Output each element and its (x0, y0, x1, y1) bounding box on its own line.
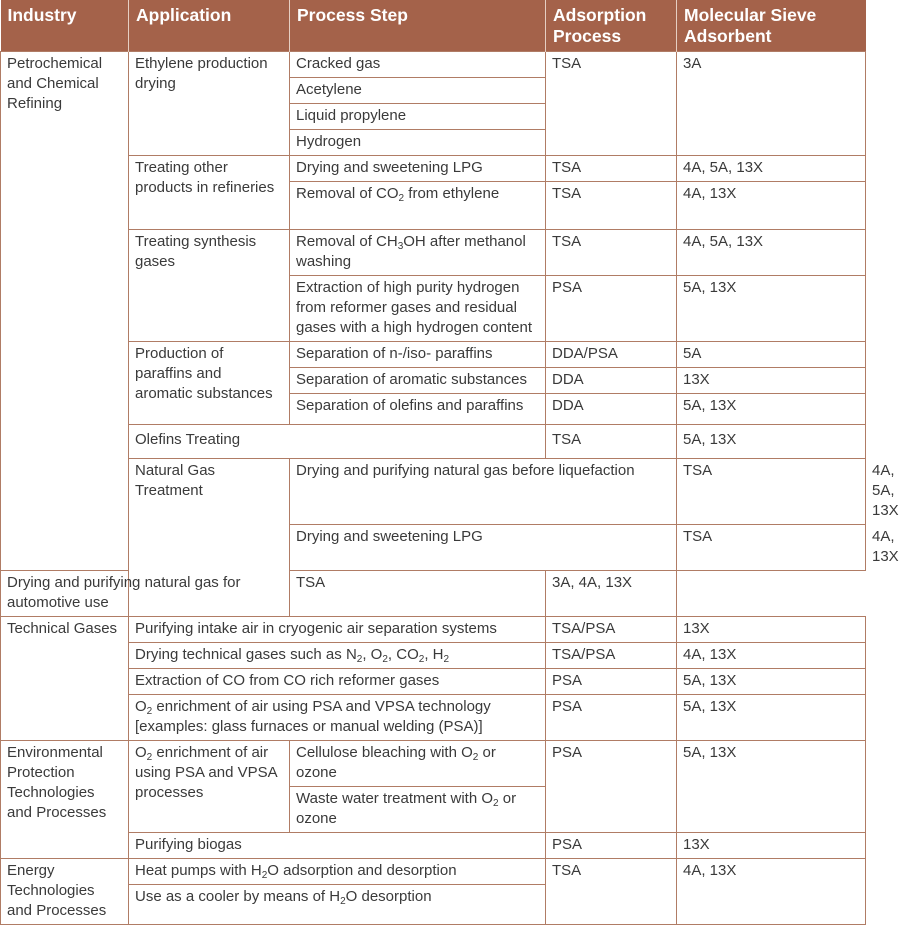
sieve-cell: 5A, 13X (677, 695, 866, 741)
adsorption-cell: TSA (546, 182, 677, 230)
text-part: or ozone (296, 744, 496, 781)
adsorption-cell: TSA/PSA (546, 617, 677, 643)
application-cell: Treating synthesis gases (129, 230, 290, 342)
adsorption-cell: PSA (546, 695, 677, 741)
header-row (1, 0, 866, 52)
table-row (1, 425, 866, 459)
process-step-cell (290, 182, 546, 230)
process-step-cell: Separation of n-/iso- paraffins (290, 342, 546, 368)
header-process-step: Process Step (290, 0, 546, 52)
sieve-cell: 13X (677, 368, 866, 394)
table-row (1, 156, 866, 182)
sieve-cell: 5A, 13X (677, 394, 866, 425)
table-row (1, 669, 866, 695)
application-cell: Purifying biogas (129, 833, 546, 859)
subscript: 2 (261, 870, 268, 881)
text-part: enrichment of air using PSA and VPSA technology [examples: glass furnaces or manual welding (PSA)] (135, 698, 491, 735)
industry-cell: Petrochemical and Chemical Refining (1, 52, 129, 571)
adsorption-cell: PSA (546, 741, 677, 833)
industry-cell: Environmental Protection Technologies and Processes (1, 741, 129, 859)
adsorption-cell: DDA (546, 394, 677, 425)
adsorption-cell: PSA (546, 276, 677, 342)
text-part: Cellulose bleaching with O (296, 744, 473, 761)
subscript: 2 (356, 654, 363, 665)
text-part: OH after methanol washing (296, 233, 526, 270)
application-cell (129, 643, 546, 669)
table-row (1, 859, 866, 885)
industry-cell: Energy Technologies and Processes (1, 859, 129, 925)
process-step-cell: Cracked gas (290, 52, 546, 78)
adsorption-cell: TSA/PSA (546, 643, 677, 669)
text-part: , O (362, 646, 383, 663)
text-part: Heat pumps with H (135, 862, 262, 879)
table-row (1, 695, 866, 741)
application-cell (129, 885, 546, 925)
process-step-cell (290, 787, 546, 833)
process-step-cell: Acetylene (290, 78, 546, 104)
table-row: Natural Gas Treatment Drying and purifying natural gas before liquefaction TSA 4A, 5A, 13X (1, 459, 866, 525)
table-row (1, 617, 866, 643)
process-step-cell: Hydrogen (290, 130, 546, 156)
subscript: 2 (146, 706, 153, 717)
sieve-cell: 5A, 13X (677, 741, 866, 833)
sieve-cell: 4A, 13X (677, 859, 866, 925)
application-cell: Purifying intake air in cryogenic air separation systems (129, 617, 546, 643)
adsorption-cell: PSA (546, 833, 677, 859)
industry-cell: Technical Gases (1, 617, 129, 741)
text-part: Waste water treatment with O (296, 790, 494, 807)
adsorption-cell: PSA (546, 669, 677, 695)
adsorption-cell: TSA (546, 859, 677, 925)
process-step-cell (290, 741, 546, 787)
table-row (1, 52, 866, 78)
sieve-cell: 3A, 4A, 13X (546, 571, 677, 617)
text-part: Removal of CO (296, 185, 399, 202)
table-row (1, 643, 866, 669)
sieve-cell: 5A, 13X (677, 276, 866, 342)
subscript: 2 (472, 752, 479, 763)
application-cell: Drying and purifying natural gas before liquefaction (290, 459, 677, 525)
text-part: O (135, 744, 147, 761)
adsorption-cell: TSA (677, 525, 866, 571)
adsorption-cell: TSA (546, 425, 677, 459)
text-part: Use as a cooler by means of H (135, 888, 341, 905)
industry-cell: Natural Gas Treatment (129, 459, 290, 617)
header-industry: Industry (1, 0, 129, 52)
subscript: 2 (146, 752, 153, 763)
subscript: 2 (443, 654, 450, 665)
subscript: 3 (397, 241, 404, 252)
text-part: or ozone (296, 790, 517, 827)
sieve-cell: 5A, 13X (677, 425, 866, 459)
adsorption-cell: DDA (546, 368, 677, 394)
sieve-cell: 5A (677, 342, 866, 368)
text-part: Removal of CH (296, 233, 398, 250)
process-step-cell (290, 230, 546, 276)
subscript: 2 (382, 654, 388, 665)
sieve-cell: 13X (677, 833, 866, 859)
process-step-cell: Separation of aromatic substances (290, 368, 546, 394)
adsorption-cell: TSA (546, 156, 677, 182)
text-part: , CO (387, 646, 419, 663)
subscript: 2 (493, 798, 499, 809)
subscript: 2 (340, 896, 346, 907)
table-row (1, 571, 866, 617)
header-molecular-sieve: Molecular Sieve Adsorbent (677, 0, 866, 52)
application-cell: Ethylene production drying (129, 52, 290, 156)
sieve-cell: 4A, 13X (677, 643, 866, 669)
table-row (1, 342, 866, 368)
application-cell (129, 695, 546, 741)
adsorption-cell: TSA (546, 52, 677, 156)
table-row: Drying and sweetening LPG TSA 4A, 13X (1, 525, 866, 571)
application-cell (129, 741, 290, 833)
text-part: , H (424, 646, 444, 663)
adsorption-cell: DDA/PSA (546, 342, 677, 368)
sieve-cell: 3A (677, 52, 866, 156)
subscript: 2 (398, 193, 405, 204)
text-part: enrichment of air using PSA and VPSA processes (135, 744, 277, 801)
subscript: 2 (418, 654, 425, 665)
text-part: Drying technical gases such as N (135, 646, 357, 663)
process-step-cell: Extraction of high purity hydrogen from reformer gases and residual gases with a high hydrogen content (290, 276, 546, 342)
text-part: O adsorption and desorption (267, 862, 457, 879)
text-part: O desorption (345, 888, 432, 905)
process-step-cell: Separation of olefins and paraffins (290, 394, 546, 425)
application-cell: Extraction of CO from CO rich reformer gases (129, 669, 546, 695)
process-step-cell: Liquid propylene (290, 104, 546, 130)
process-step-cell: Drying and sweetening LPG (290, 156, 546, 182)
table-row (1, 833, 866, 859)
sieve-cell: 4A, 5A, 13X (677, 156, 866, 182)
header-adsorption-process: Adsorption Process (546, 0, 677, 52)
sieve-cell: 5A, 13X (677, 669, 866, 695)
adsorption-cell: TSA (290, 571, 546, 617)
application-cell: Olefins Treating (129, 425, 546, 459)
adsorption-cell: TSA (677, 459, 866, 525)
adsorption-cell: TSA (546, 230, 677, 276)
text-part: from ethylene (404, 185, 500, 202)
text-part: O (135, 698, 147, 715)
sieve-cell: 13X (677, 617, 866, 643)
application-cell (129, 859, 546, 885)
application-cell: Production of paraffins and aromatic substances (129, 342, 290, 425)
table-row (1, 741, 866, 787)
header-application: Application (129, 0, 290, 52)
sieve-cell: 4A, 5A, 13X (677, 230, 866, 276)
table-row (1, 230, 866, 276)
application-cell: Drying and purifying natural gas for automotive use (1, 571, 290, 617)
application-cell: Treating other products in refineries (129, 156, 290, 230)
sieve-cell: 4A, 13X (677, 182, 866, 230)
application-cell: Drying and sweetening LPG (290, 525, 677, 571)
